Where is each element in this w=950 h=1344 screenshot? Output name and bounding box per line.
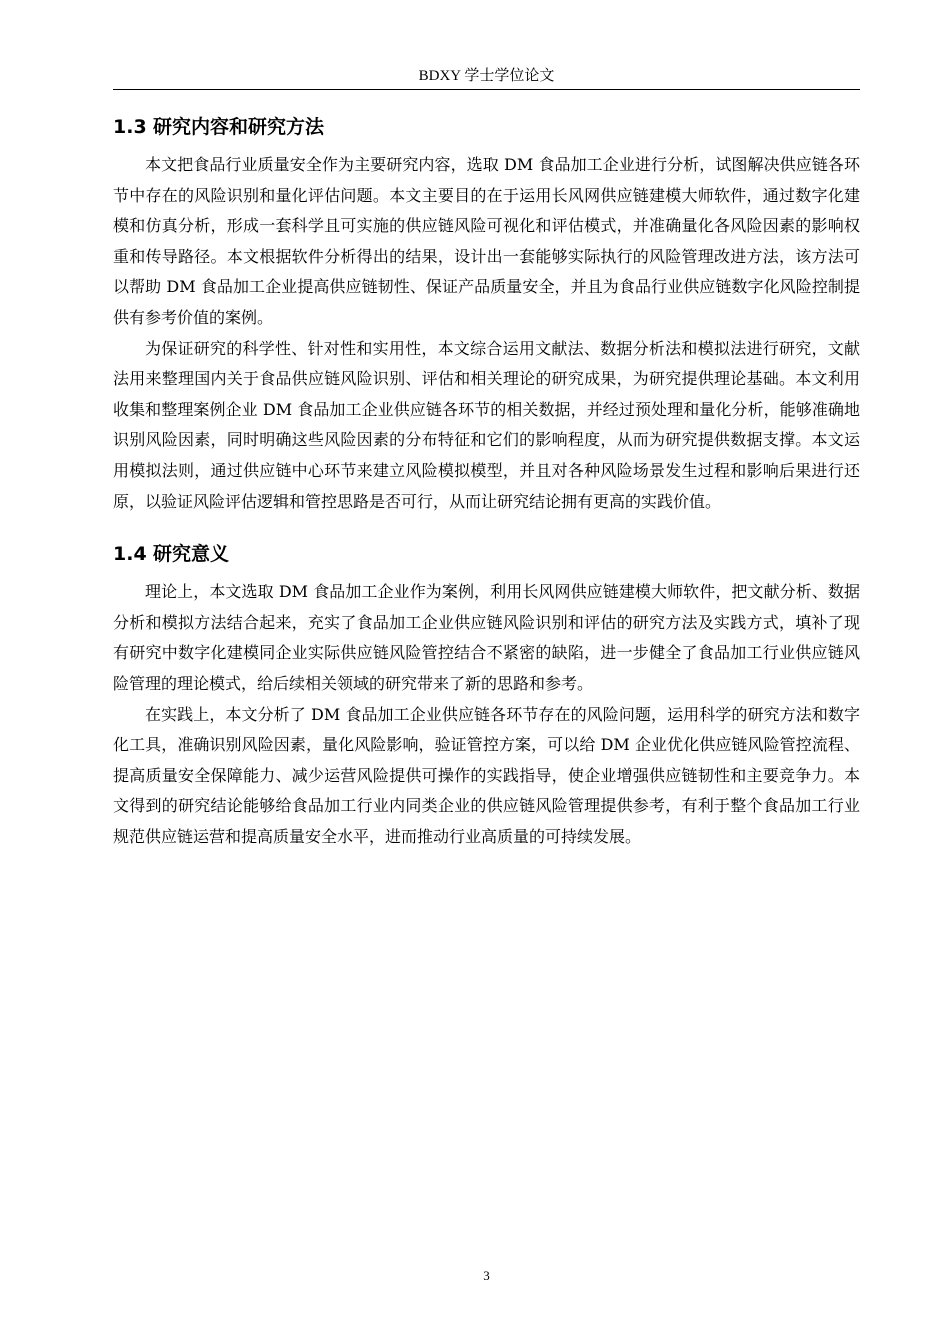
section-1-3 — [113, 112, 860, 517]
page-number: 3 — [483, 1268, 490, 1283]
page-header: BDXY 学士学位论文 — [418, 68, 555, 84]
section-heading — [113, 112, 860, 142]
section-title: 研究意义 — [153, 543, 230, 566]
paragraph: 理论上，本文选取 DM 食品加工企业作为案例，利用长风网供应链建模大师软件，把文献分析、数据分析和模拟方法结合起来，充实了食品加工企业供应链风险识别和评估的研究方法及实践方式，填补了现有研究中数字化建模同企业实际供应链风险管控结合不紧密的缺陷，进一步健全了食品加工行业供应链风险管理的理论模式，给后续相关领域的研究带来了新的思路和参考。 — [113, 582, 860, 693]
section-1-4 — [113, 539, 860, 852]
section-number: 1.3 — [113, 116, 147, 138]
section-spacer — [113, 517, 860, 539]
section-number: 1.4 — [113, 543, 147, 566]
section-title: 研究内容和研究方法 — [153, 116, 325, 138]
section-heading — [113, 539, 860, 569]
paragraph: 在实践上，本文分析了 DM 食品加工企业供应链各环节存在的风险问题，运用科学的研究方法和数字化工具，准确识别风险因素，量化风险影响，验证管控方案，可以给 DM 企业优化供应链风险管控流程、提高质量安全保障能力、减少运营风险提供可操作的实践指导，使企业增强供应链韧性和主要竞争力。本文得到的研究结论能够给食品加工行业内同类企业的供应链风险管理提供参考，有利于整个食品加工行业规范供应链运营和提高质量安全水平，进而推动行业高质量的可持续发展。 — [113, 704, 860, 846]
document-body — [113, 112, 860, 852]
paragraph: 为保证研究的科学性、针对性和实用性，本文综合运用文献法、数据分析法和模拟法进行研究，文献法用来整理国内关于食品供应链风险识别、评估和相关理论的研究成果，为研究提供理论基础。本文利用收集和整理案例企业 DM 食品加工企业供应链各环节的相关数据，并经过预处理和量化分析，能够准确地识别风险因素，同时明确这些风险因素的分布特征和它们的影响程度，从而为研究提供数据支撑。本文运用模拟法则，通过供应链中心环节来建立风险模拟模型，并且对各种风险场景发生过程和影响后果进行还原，以验证风险评估逻辑和管控思路是否可行，从而让研究结论拥有更高的实践价值。 — [113, 338, 860, 511]
paragraph: 本文把食品行业质量安全作为主要研究内容，选取 DM 食品加工企业进行分析，试图解决供应链各环节中存在的风险识别和量化评估问题。本文主要目的在于运用长风网供应链建模大师软件，通过数字化建模和仿真分析，形成一套科学且可实施的供应链风险可视化和评估模式，并准确量化各风险因素的影响权重和传导路径。本文根据软件分析得出的结果，设计出一套能够实际执行的风险管理改进方法，该方法可以帮助 DM 食品加工企业提高供应链韧性、保证产品质量安全，并且为食品行业供应链数字化风险控制提供有参考价值的案例。 — [113, 155, 860, 327]
header-divider — [113, 89, 860, 90]
